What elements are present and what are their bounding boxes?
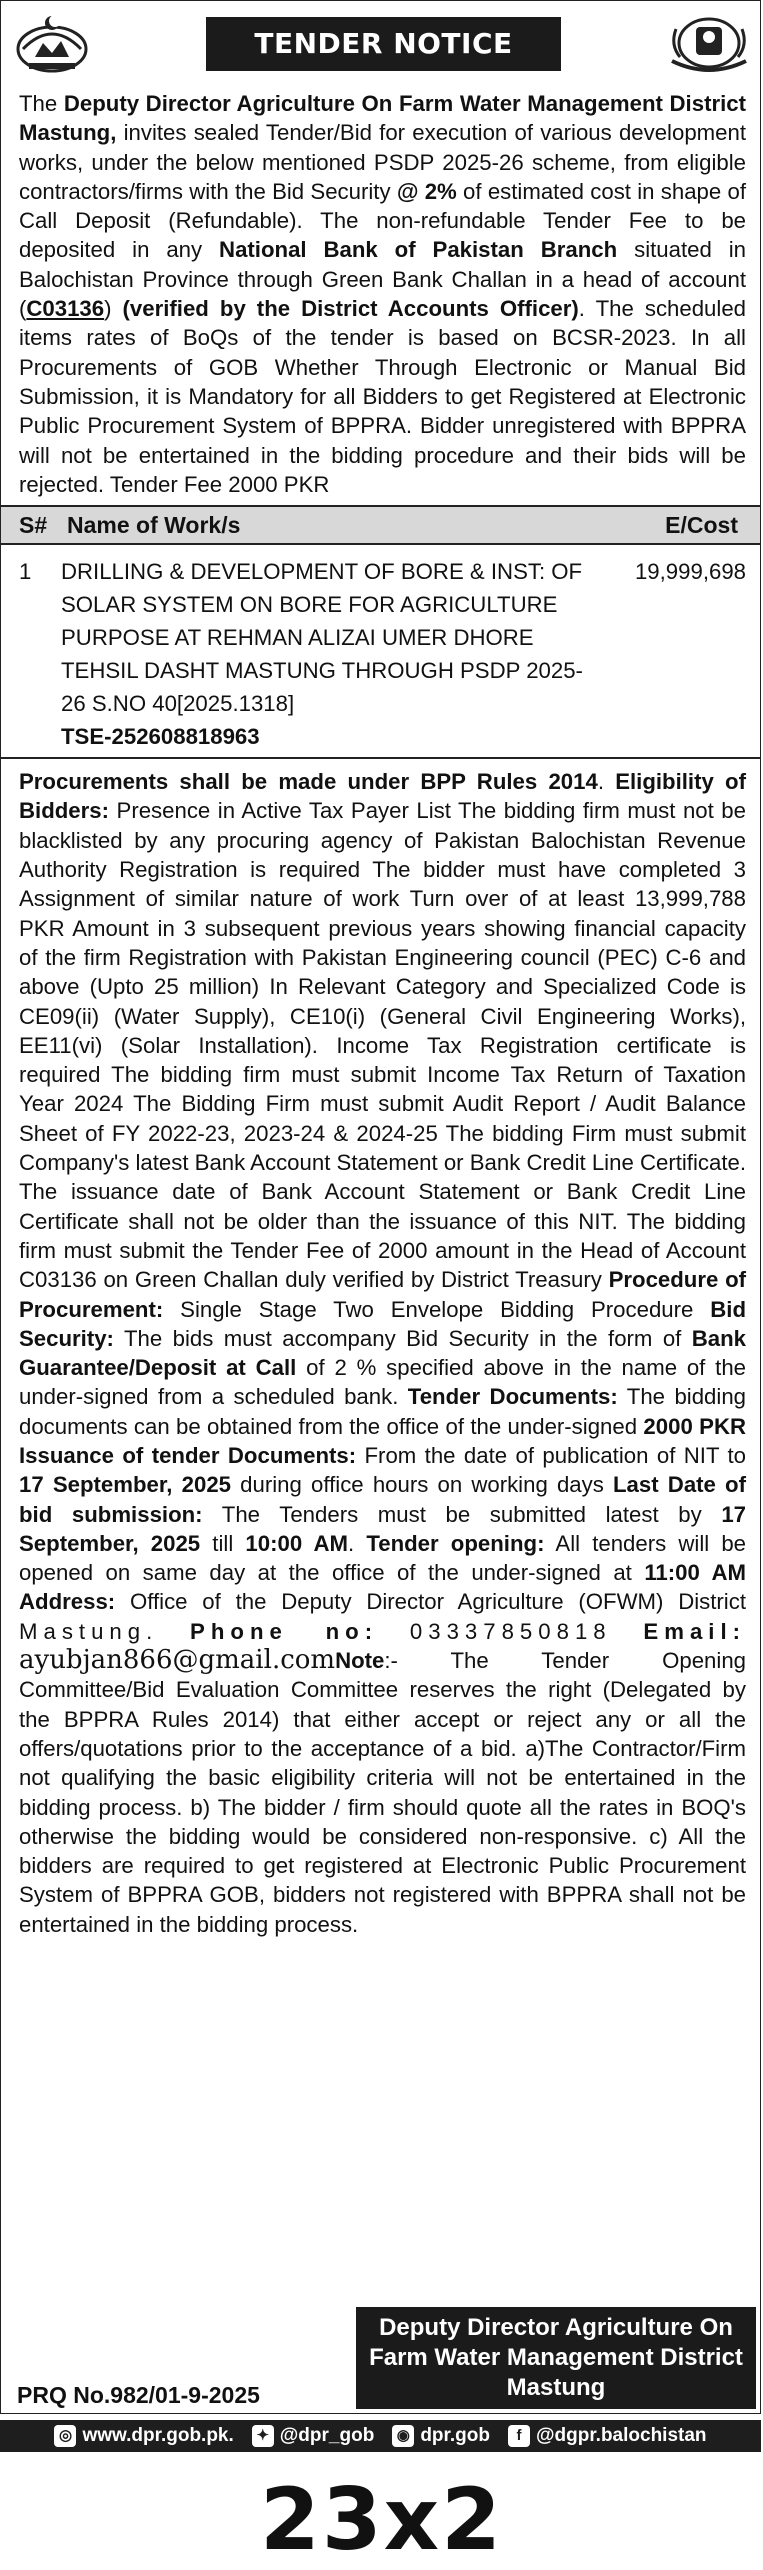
globe-icon: ◎	[54, 2425, 76, 2447]
footer-instagram[interactable]: ◉ dpr.gob	[392, 2425, 490, 2447]
page-title: TENDER NOTICE	[206, 17, 561, 71]
row-sn: 1	[19, 559, 32, 585]
footer-twitter[interactable]: ✦ @dpr_gob	[252, 2425, 375, 2447]
header-e-cost: E/Cost	[665, 512, 738, 539]
signature-box: Deputy Director Agriculture On Farm Water Management District Mastung	[356, 2307, 756, 2409]
intro-paragraph: The Deputy Director Agriculture On Farm Water Management District Mastung, invites sealed Tender/Bid for execution of various development works, under the below mentioned PSDP 2025-26 scheme, from eligible contractors/firms with the Bid Security @ 2% of estimated cost in shape of Call Deposit (Refundable). The non-refundable Tender Fee to be deposited in any National Bank of Pakistan Branch situated in Balochistan Province through Green Bank Challan in a head of account (C03136) (verified by the District Accounts Officer). The scheduled items rates of BoQs of the tender is based on BCSR-2023. In all Procurements of GOB Whether Through Electronic or Manual Bid Submission, it is Mandatory for all Bidders to get Registered at Electronic Public Procurement System of BPPRA. Bidder unregistered with BPPRA will not be entertained in the bidding procedure and their bids will be rejected. Tender Fee 2000 PKR	[19, 91, 747, 497]
footer-website[interactable]: ◎ www.dpr.gob.pk.	[54, 2425, 233, 2447]
footer-facebook[interactable]: f @dgpr.balochistan	[508, 2425, 707, 2447]
instagram-icon: ◉	[392, 2425, 414, 2447]
notice-header	[1, 1, 760, 81]
ad-size-label: 23x2	[260, 2470, 503, 2570]
work-description: DRILLING & DEVELOPMENT OF BORE & INST: OF SOLAR SYSTEM ON BORE FOR AGRICULTURE PURPOSE AT REHMAN ALIZAI UMER DHORE TEHSIL DASHT MASTUNG THROUGH PSDP 2025-26 S.NO 40[2025.1318]	[61, 559, 583, 717]
footer-bar	[0, 2420, 761, 2452]
header-name-of-work: Name of Work/s	[67, 512, 241, 539]
tse-number: TSE-252608818963	[61, 724, 260, 750]
prq-number: PRQ No.982/01-9-2025	[17, 2382, 260, 2408]
table-row	[1, 545, 760, 759]
row-cost: 19,999,698	[634, 559, 746, 585]
header-sn: S#	[19, 512, 48, 539]
email-address[interactable]: ayubjan866@gmail.com	[19, 1645, 336, 1676]
conditions-paragraph: Procurements shall be made under BPP Rules 2014. Eligibility of Bidders: Presence in Active Tax Payer List The bidding firm must not be blacklisted by any procuring agency of Pakistan Balochistan Revenue Authority Registration is required The bidder must have completed 3 Assignment of similar nature of work Turn over of at least 13,999,788 PKR Amount in 3 subsequent previous years showing financial capacity of the firm Registration with Pakistan Engineering council (PEC) C-6 and above (Upto 25 million) In Relevant Category and Specialized Code is CE09(ii) (Water Supply), CE10(i) (General Civil Engineering Works), EE11(vi) (Solar Installation). Income Tax Registration certificate is required The bidding firm must submit Income Tax Return of Taxation Year 2024 The Bidding Firm must submit Audit Report / Audit Balance Sheet of FY 2022-23, 2023-24 & 2024-25 The bidding Firm must submit Company's latest Bank Account Statement or Bank Credit Line Certificate. The issuance date of Bank Account Statement or Bank Credit Line Certificate shall not be older than the issuance of this NIT. The bidding firm must submit the Tender Fee of 2000 amount in the Head of Account C03136 on Green Challan duly verified by District Treasury Procedure of Procurement: Single Stage Two Envelope Bidding Procedure Bid Security: The bids must accompany Bid Security in the form of Bank Guarantee/Deposit at Call of 2 % specified above in the name of the under-signed from a scheduled bank. Tender Documents: The bidding documents can be obtained from the office of the under-signed 2000 PKR Issuance of tender Documents: From the date of publication of NIT to 17 September, 2025 during office hours on working days Last Date of bid submission: The Tenders must be submitted latest by 17 September, 2025 till 10:00 AM. Tender opening: All tenders will be opened on same day at the office of the under-signed at 11:00 AM Address: Office of the Deputy Director Agriculture (OFWM) District Mastung. Phone no: 03337850818 Email: ayubjan866@gmail.comNote:- The Tender Opening Committee/Bid Evaluation Committee reserves the right (Delegated by the BPPRA Rules 2014) that either accept or reject any or all the offers/quotations prior to the acceptance of a bid. a)The Contractor/Firm not qualifying the basic eligibility criteria will not be entertained in the bidding process. b) The bidder / firm should quote all the rates in BOQ's otherwise the bidding would be considered non-responsive. c) All the bidders are required to get registered at Electronic Public Procurement System of BPPRA GOB, bidders not registered with BPPRA shall not be entertained in the bidding process.	[19, 769, 747, 1937]
twitter-icon: ✦	[252, 2425, 274, 2447]
facebook-icon: f	[508, 2425, 530, 2447]
works-table-header	[1, 505, 760, 545]
dgpr-emblem-icon	[666, 9, 752, 75]
balochistan-emblem-icon	[9, 9, 95, 75]
row-work	[61, 555, 586, 753]
